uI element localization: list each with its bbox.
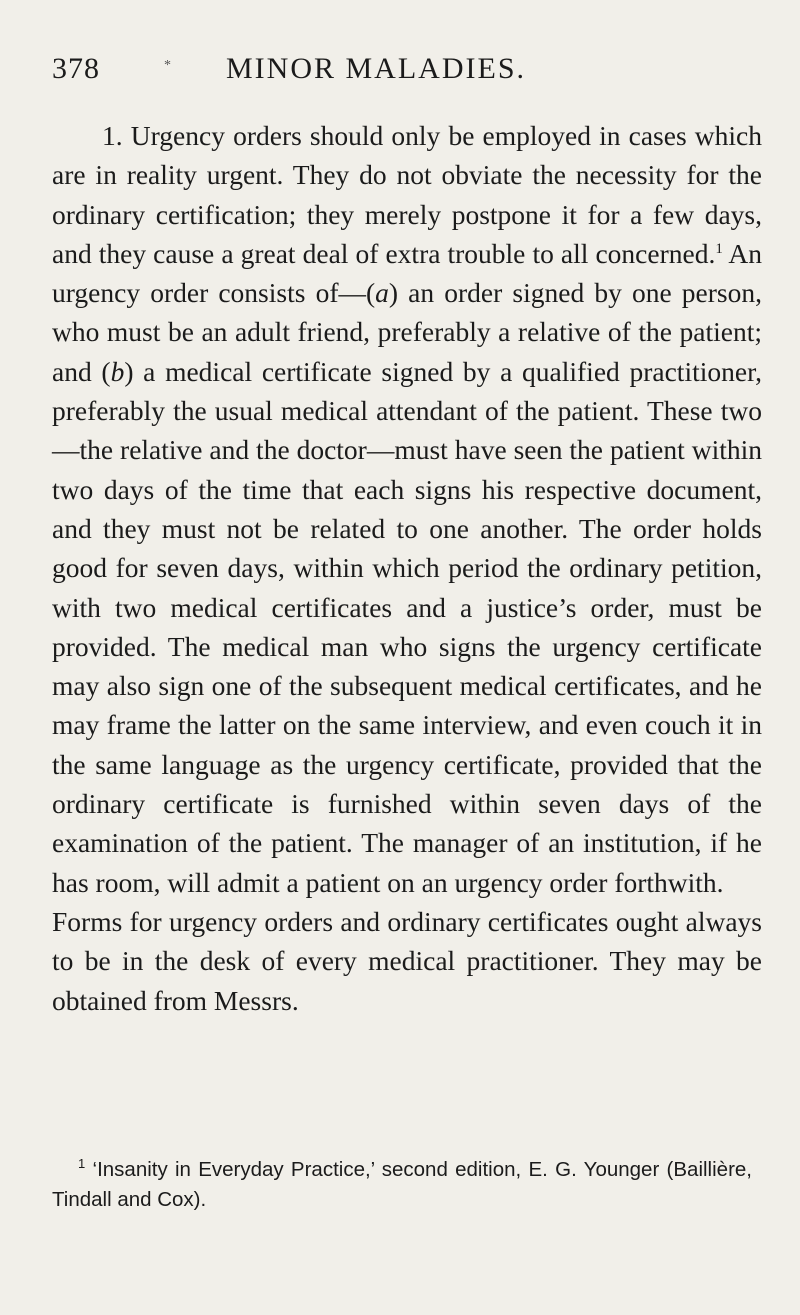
item-a-label: a xyxy=(375,277,389,309)
item-b-label: b xyxy=(110,355,125,387)
body-text xyxy=(52,116,762,1020)
footnote-mark: 1 xyxy=(78,1156,86,1172)
paragraph-1 xyxy=(52,116,762,902)
paragraph-1-lead: 1. Urgency orders should only be employed in cases which are in reality urgent. They do not obviate the necessity for the ordinary certification; they merely postpone it for a few days, and they cause a great deal of extra trouble to all concerned. xyxy=(52,120,762,269)
paragraph-1-end: ) a medical certificate signed by a qualified practitioner, preferably the usual medical attendant of the patient. These two—the relative and the doctor—must have seen the patient within two days of the time that each signs his respective document, and they must not be related to one another. The order holds good for seven days, within which period the ordinary petition, with two medical certificates and a justice’s order, must be provided. The medical man who signs the urgency certificate may also sign one of the subsequent medical certificates, and he may frame the latter on the same interview, and even couch it in the same language as the urgency certificate, provided that the ordinary certificate is furnished within seven days of the examination of the patient. The manager of an institution, if he has room, will admit a patient on an urgency order forthwith. xyxy=(52,355,762,898)
footnote-reference: 1 xyxy=(715,240,723,257)
footnote xyxy=(52,1155,752,1215)
ornament-icon: * xyxy=(164,58,171,73)
paragraph-2: Forms for urgency orders and ordinary certificates ought always to be in the desk of every medical practitioner. They may be obtained from Messrs. xyxy=(52,905,762,1016)
paragraph-1-rest: An urgency order consists of—( xyxy=(52,237,763,309)
footnote-text: ‘Insanity in Everyday Practice,’ second edition, E. G. Younger (Baillière, Tindall and Cox). xyxy=(52,1158,752,1211)
running-title: MINOR MALADIES. xyxy=(226,52,526,85)
paragraph-1-mid: ) an order signed by one person, who must be an adult friend, preferably a relative of the patient; and ( xyxy=(52,277,762,387)
running-head xyxy=(52,52,752,96)
page-number: 378 xyxy=(52,52,100,85)
